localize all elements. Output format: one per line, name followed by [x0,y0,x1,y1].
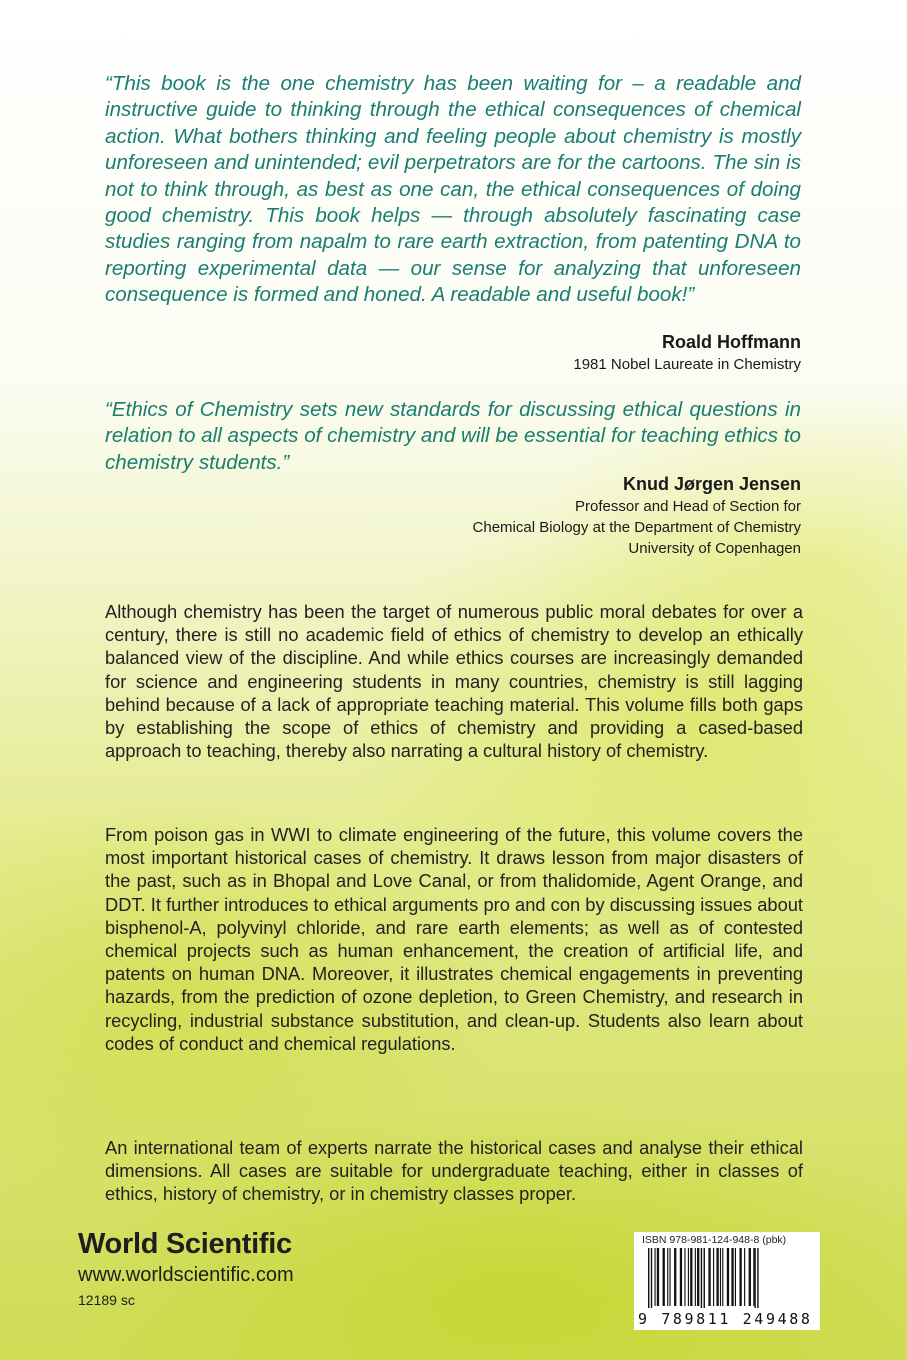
isbn-barcode [634,1232,820,1330]
barcode-bar [749,1248,751,1306]
barcode-icon [638,1248,816,1308]
barcode-bar [704,1248,705,1308]
barcode-bar [695,1248,696,1306]
testimonial-attribution-jensen [473,472,801,559]
description-paragraph: From poison gas in WWI to climate engineering of the future, this volume covers the most important historical cases of chemistry. It draws lesson from major disasters of the past, such as in Bhopal and Love Canal, or from thalidomide, Agent Orange, and DDT. It further introduces to ethical arguments pro and con by discussing issues about bisphenol-A, polyvinyl chloride, and rare earth elements; as well as of contested chemical projects such as human enhancement, the creation of artificial life, and patents on human DNA. Moreover, it illustrates chemical engagements in preventing hazards, from the prediction of ozone depletion, to Green Chemistry, and research in recycling, industrial substance substitution, and clean-up. Students also learn about codes of conduct and chemical regulations. [105,824,803,1054]
barcode-bar [690,1248,692,1306]
publisher-name: World Scientific [78,1228,292,1260]
testimonial-author-role: 1981 Nobel Laureate in Chemistry [573,356,801,373]
barcode-bar [688,1248,689,1306]
isbn-label: ISBN 978-981-124-948-8 (pbk) [642,1234,787,1246]
barcode-bar [663,1248,665,1306]
barcode-bar [684,1248,685,1306]
barcode-bar [708,1248,710,1306]
barcode-bar [731,1248,733,1306]
publisher-code: 12189 sc [78,1292,135,1308]
barcode-bar [667,1248,668,1306]
barcode-bar [657,1248,659,1306]
barcode-bar [716,1248,718,1306]
barcode-bar [739,1248,741,1306]
testimonial-author-name: Knud Jørgen Jensen [622,474,801,494]
barcode-bar [754,1248,755,1308]
barcode-bar [680,1248,682,1306]
testimonial-attribution-hoffmann [573,330,801,375]
barcode-bar [669,1248,670,1306]
barcode-bar [757,1248,758,1308]
barcode-bar [697,1248,699,1306]
barcode-bar [648,1248,649,1308]
barcode-bar [701,1248,702,1308]
testimonial-author-role: University of Copenhagen [628,540,801,557]
publisher-url: www.worldscientific.com [78,1264,294,1286]
barcode-bar [753,1248,754,1306]
publisher-block [78,1226,294,1310]
testimonial-author-role: Chemical Biology at the Department of Chemistry [472,519,801,536]
barcode-bar [713,1248,714,1306]
barcode-bar [651,1248,652,1308]
barcode-digits: 9 789811 249488 [638,1310,813,1328]
testimonial-quote-jensen: “Ethics of Chemistry sets new standards for discussing ethical questions in relation to all aspects of chemistry and will be essential for teaching ethics to chemistry students.” [105,398,801,474]
barcode-bar [720,1248,721,1306]
barcode-bar [674,1248,676,1306]
barcode-bar [722,1248,723,1306]
barcode-bar [735,1248,736,1306]
description-paragraph: Although chemistry has been the target of numerous public moral debates for over a century, there is still no academic field of ethics of chemistry to develop an ethically balanced view of the discipline. And while ethics courses are increasingly demanded for science and engineering students in many countries, chemistry is still lagging behind because of a lack of appropriate teaching material. This volume fills both gaps by establishing the scope of ethics of chemistry and providing a cased-based approach to teaching, thereby also narrating a cultural history of chemistry. [105,601,803,762]
barcode-bar [655,1248,656,1306]
testimonial-author-name: Roald Hoffmann [662,332,801,352]
testimonial-quote-hoffmann: “This book is the one chemistry has been waiting for – a readable and instructive guide to thinking through the ethical consequences of chemical action. What bothers thinking and feeling people about chemistry is mostly unforeseen and unintended; evil perpetrators are for the cartoons. The sin is not to think through, as best as one can, the ethical consequences of doing good chemistry. This book helps — through absolutely fascinating case studies ranging from napalm to rare earth extraction, from patenting DNA to reporting experimental data — our sense for analyzing that unforeseen consequence is formed and honed. A readable and useful book!” [105,72,801,307]
barcode-bar [744,1248,745,1306]
testimonial-author-role: Professor and Head of Section for [575,498,801,515]
description-paragraph: An international team of experts narrate the historical cases and analyse their ethical dimensions. All cases are suitable for undergraduate teaching, either in classes of ethics, history of chemistry, or in chemistry classes proper. [105,1137,803,1205]
barcode-bar [727,1248,729,1306]
